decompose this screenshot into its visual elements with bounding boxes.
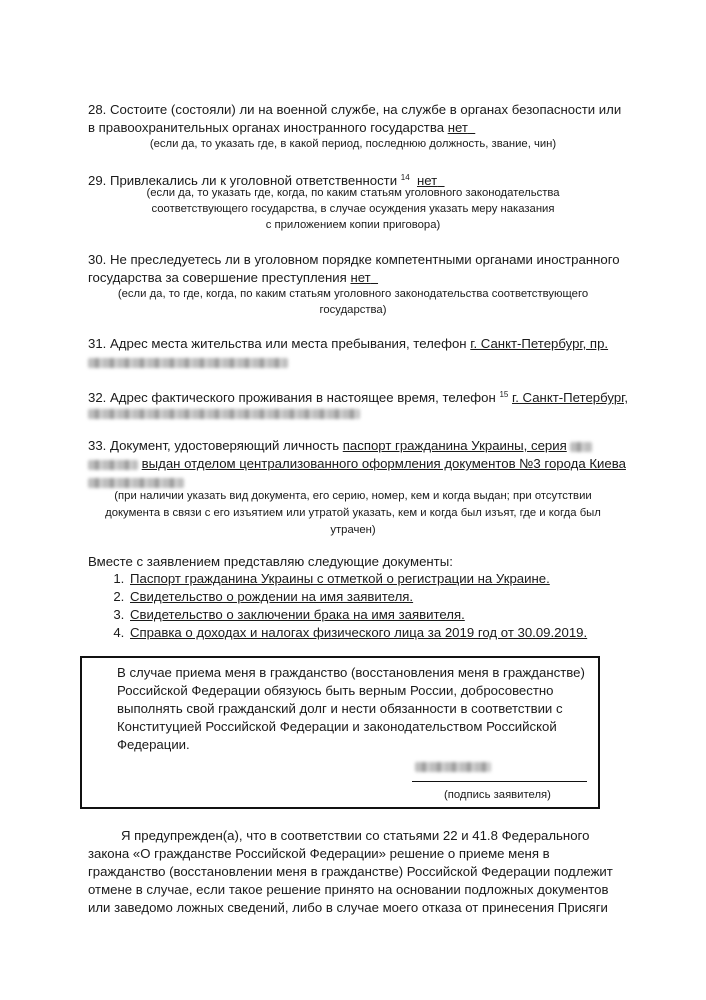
- document-item: 4. Справка о доходах и налогах физического лица за 2019 год от 30.09.2019.: [128, 624, 587, 642]
- q33-note-1: (при наличии указать вид документа, его серию, номер, кем и когда выдан; при отсутствии: [114, 490, 592, 502]
- q31-line-2: [88, 353, 288, 371]
- q28-answer: нет: [447, 120, 468, 135]
- warning-line: отмене в случае, если такое решение принято на основании подложных документов: [88, 882, 609, 897]
- redacted-passport-series: [570, 442, 592, 452]
- q29-note-3: с приложением копии приговора): [265, 219, 441, 231]
- q29-text: 29. Привлекались ли к уголовной ответственности: [88, 173, 401, 188]
- oath-line: Конституцией Российской Федерации и законодательством Российской: [117, 719, 557, 734]
- q33-note-2: документа в связи с его изъятием или утратой указать, кем и когда был изъят, где и когда был: [105, 507, 601, 519]
- oath-text: [117, 664, 585, 754]
- q31-line-1: [88, 335, 608, 353]
- warning-line: или заведомо ложных сведений, либо в случае моего отказа от принесения Присяги: [88, 900, 608, 915]
- q33-answer-1: паспорт гражданина Украины, серия: [342, 438, 567, 453]
- q33-line-2: [88, 455, 626, 473]
- q31-text: 31. Адрес места жительства или места пребывания, телефон: [88, 336, 471, 351]
- q30-line-2: [88, 269, 378, 287]
- q29-note-1: (если да, то указать где, когда, по каким статьям уголовного законодательства: [146, 187, 560, 199]
- q32-footnote: 15: [499, 390, 509, 399]
- q32-text: 32. Адрес фактического проживания в настоящее время, телефон: [88, 390, 500, 405]
- q28-line-1: 28. Состоите (состояли) ли на военной службе, на службе в органах безопасности или: [88, 102, 622, 117]
- q33-text: 33. Документ, удостоверяющий личность: [88, 438, 343, 453]
- oath-line: выполнять свой гражданский долг и нести обязанности в соответствии с: [117, 701, 563, 716]
- redacted-issue-date: [88, 478, 184, 488]
- oath-line: Федерации.: [117, 737, 190, 752]
- redacted-signature: [415, 762, 491, 772]
- oath-box: [80, 656, 600, 809]
- oath-line: В случае приема меня в гражданство (восстановления меня в гражданстве): [117, 665, 585, 680]
- warning-line: закона «О гражданстве Российской Федерации» решение о приеме меня в: [88, 846, 550, 861]
- q30-note-1: (если да, то где, когда, по каким статьям уголовного законодательства соответствующего: [117, 288, 589, 300]
- document-item: 3. Свидетельство о заключении брака на имя заявителя.: [128, 606, 587, 624]
- document-item: 2. Свидетельство о рождении на имя заявителя.: [128, 588, 587, 606]
- documents-intro: Вместе с заявлением представляю следующие документы:: [88, 554, 453, 569]
- q29-note-2: соответствующего государства, в случае осуждения указать меру наказания: [151, 203, 555, 215]
- q33-line-1: [88, 437, 592, 455]
- document-item: 1. Паспорт гражданина Украины с отметкой о регистрации на Украине.: [128, 570, 587, 588]
- redacted-address-2: [88, 409, 360, 419]
- warning-paragraph: [88, 827, 613, 917]
- q30-note-2: государства): [319, 304, 387, 316]
- warning-line: гражданство (восстановлении меня в гражданстве) Российской Федерации подлежит: [88, 864, 613, 879]
- q29-footnote: 14: [400, 173, 410, 182]
- q33-answer-2: выдан отделом централизованного оформления документов №3 города Киева: [141, 456, 626, 471]
- signature-caption: (подпись заявителя): [444, 789, 551, 801]
- q28-text: в правоохранительных органах иностранного государства: [88, 120, 448, 135]
- q32-answer: г. Санкт-Петербург,: [512, 390, 629, 405]
- q32-line-2: [88, 404, 360, 422]
- q28-line-2: [88, 119, 475, 137]
- signature-line: [412, 781, 587, 782]
- q28-note: (если да, то указать где, в какой период, последнюю должность, звание, чин): [149, 138, 557, 150]
- warning-line: Я предупрежден(а), что в соответствии со статьями 22 и 41.8 Федерального: [88, 828, 590, 843]
- q29-answer: нет: [417, 173, 438, 188]
- q30-line-1: 30. Не преследуетесь ли в уголовном порядке компетентными органами иностранного: [88, 252, 620, 267]
- redacted-address-1: [88, 358, 288, 368]
- q30-answer: нет: [350, 270, 371, 285]
- redacted-passport-number: [88, 460, 138, 470]
- q31-answer: г. Санкт-Петербург, пр.: [470, 336, 609, 351]
- oath-line: Российской Федерации обязуюсь быть верным России, добросовестно: [117, 683, 554, 698]
- documents-list: [88, 570, 587, 642]
- q30-text: государства за совершение преступления: [88, 270, 351, 285]
- q33-note-3: утрачен): [330, 524, 376, 536]
